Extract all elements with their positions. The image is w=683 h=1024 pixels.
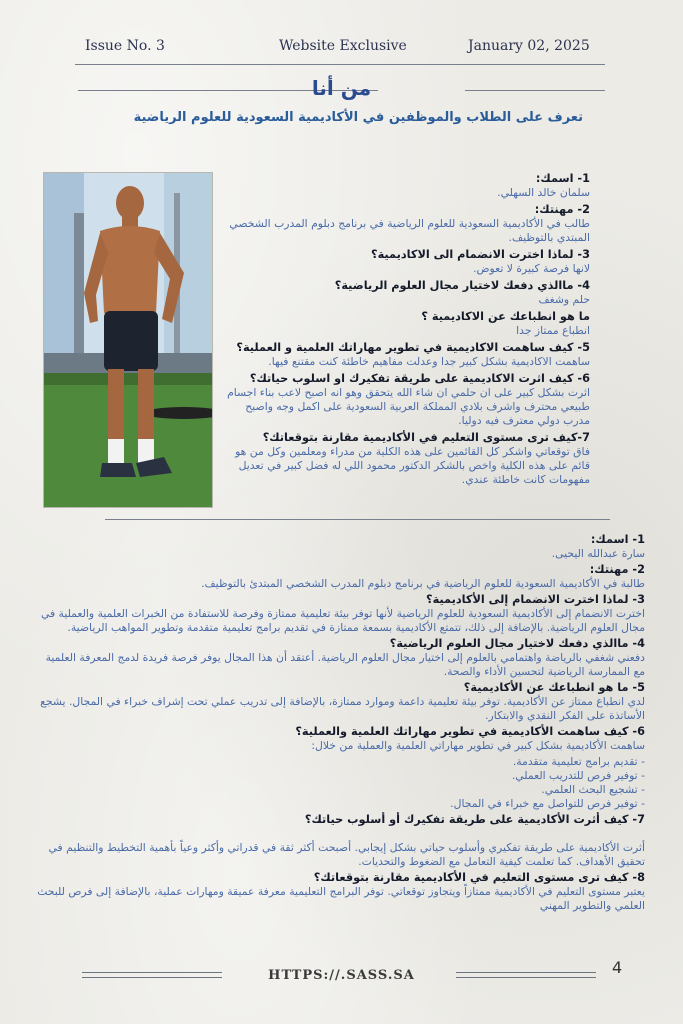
edition-label: Website Exclusive xyxy=(279,38,407,54)
qa-item xyxy=(220,310,590,338)
question: 8- كيف ترى مستوى التعليم في الأكاديمية مقارنة بتوقعاتك؟ xyxy=(313,871,645,884)
student-photo xyxy=(43,172,213,508)
answer: دفعني شغفي بالرياضة واهتمامي بالعلوم إلى اختيار مجال العلوم الرياضية. أعتقد أن هذا المجال يوفر فرصة فريدة لدمج المعرفة العلمية مع الممارسة الرياضية لتحسين الأداء والصحة. xyxy=(45,651,645,678)
answer: يعتبر مستوى التعليم في الأكاديمية ممتازاً ويتجاوز توقعاتي. توفر البرامج التعليمية معرفة عميقة ومهارات عملية، بالإضافة إلى فرص للبحث العلمي والتطوير المهني xyxy=(37,885,645,912)
question: 6- كيف ساهمت الأكاديمية في تطوير مهاراتك العلمية والعملية؟ xyxy=(295,725,645,738)
answer: طالب في الأكاديمية السعودية للعلوم الرياضية في برنامج دبلوم المدرب الشخصي المبتدي بالتوظيف. xyxy=(229,217,590,244)
answer: انطباع ممتاز جدا xyxy=(516,324,590,337)
qa-item xyxy=(220,341,590,369)
answer: لدي انطباع ممتاز عن الأكاديمية. توفر بيئة تعليمية داعمة وموارد ممتازة، بالإضافة إلى تدريب عملي تحت إشراف خبراء في المجال. يشجع الأساتذة على الفكر النقدي والابتكار. xyxy=(40,695,645,722)
page-number: 4 xyxy=(612,958,623,977)
answer: أثرت الأكاديمية على طريقة تفكيري وأسلوب حياتي بشكل إيجابي. أصبحت أكثر ثقة في قدراتي وأكثر وعياً بأهمية التخطيط والتنظيم في تحقيق الأهداف. كما تعلمت كيفية التعامل مع الضغوط والتحديات. xyxy=(48,841,645,868)
qa-item xyxy=(220,431,590,487)
question: 2- مهنتك: xyxy=(589,563,645,576)
answer: حلم وشغف xyxy=(538,293,590,306)
qa-item xyxy=(220,172,590,200)
answer: ساهمت الاكاديمية بشكل كبير جدا وعدلت مفاهيم خاطئة كنت مقتنع فيها. xyxy=(268,355,590,368)
qa-item xyxy=(220,248,590,276)
question: 2- مهنتك: xyxy=(534,203,590,216)
answer: اثرت بشكل كبير على ان حلمي ان شاء الله يتحقق وهو انه اصبح لاعب بناء اجسام طبيعي محترف واشرف بلادي المملكة العربية السعودية على اكمل وجه واصبح مدرب دولي معترف فيه دوليا. xyxy=(227,386,590,427)
question: 7-كيف ترى مستوى التعليم في الأكاديمية مقارنة بتوقعاتك؟ xyxy=(262,431,590,444)
qa-item xyxy=(220,279,590,307)
answer: فاق توقعاتي واشكر كل القائمين على هذه الكلية من مدراء ومعلمين وكل من هو قائم على هذه الكلية واخص بالشكر الدكتور محمود اللي له فضل كبير في تعديل مفهومات كانت خاطئة عندي. xyxy=(235,445,590,486)
page-subtitle: تعرف على الطلاب والموظفين في الأكاديمية السعودية للعلوم الرياضية xyxy=(133,110,583,125)
answer: سلمان خالد السهلي. xyxy=(497,186,590,199)
question: ما هو انطباعك عن الاكاديمية ؟ xyxy=(421,310,590,323)
footer-url-link[interactable]: HTTPS://.SASS.SA xyxy=(268,968,415,983)
question: 5- كيف ساهمت الاكاديمية في تطوير مهاراتك العلمية و العملية؟ xyxy=(236,341,590,354)
page-title: من أنا xyxy=(311,76,372,100)
question: 1- اسمك: xyxy=(535,172,590,185)
list-item: - توفير فرص للتدريب العملي. xyxy=(511,769,645,782)
answer: ساهمت الأكاديمية بشكل كبير في تطوير مهاراتي العلمية والعملية من خلال: xyxy=(311,739,645,752)
question: 7- كيف أثرت الأكاديمية على طريقة تفكيرك أو أسلوب حياتك؟ xyxy=(304,813,645,826)
question: 3- لماذا اخترت الانضمام الى الاكاديمية؟ xyxy=(371,248,590,261)
list-item: - تقديم برامج تعليمية متقدمة. xyxy=(512,755,645,768)
answer: سارة عبدالله اليحيى. xyxy=(551,547,645,560)
list-item: - تشجيع البحث العلمي. xyxy=(541,783,645,796)
qa-item xyxy=(220,203,590,245)
issue-date: January 02, 2025 xyxy=(468,38,590,54)
question: 1- اسمك: xyxy=(590,533,645,546)
answer: لانها فرصة كبيرة لا تعوض. xyxy=(473,262,590,275)
header-divider xyxy=(75,64,605,65)
interview-1 xyxy=(220,172,590,490)
question: 4- ماالذي دفعك لاختيار مجال العلوم الرياضية؟ xyxy=(334,279,590,292)
qa-item xyxy=(220,372,590,428)
question: 4- ماالذي دفعك لاختيار مجال العلوم الرياضية؟ xyxy=(389,637,645,650)
answer: اخترت الانضمام إلى الأكاديمية السعودية للعلوم الرياضية لأنها توفر بيئة تعليمية ممتازة وفرصة للاستفادة من الخبرات العلمية والعملية في مجال العلوم الرياضية. بالإضافة إلى ذلك، تتمتع الأكاديمية بسمعة ممتازة في تقديم برامج تعليمية متقدمة وتطوير المواهب الرياضية. xyxy=(40,607,645,634)
section-divider xyxy=(105,519,610,520)
answer: طالبة في الأكاديمية السعودية للعلوم الرياضية في برنامج دبلوم المدرب الشخصي المبتدئ بالتوظيف. xyxy=(201,577,645,590)
list-item: - توفير فرص للتواصل مع خبراء في المجال. xyxy=(450,797,645,810)
question: 5- ما هو انطباعك عن الأكاديمية؟ xyxy=(463,681,645,694)
question: 3- لماذا اخترت الانضمام إلى الأكاديمية؟ xyxy=(426,593,645,606)
question: 6- كيف اثرت الاكاديمية على طريقة تفكيرك او اسلوب حياتك؟ xyxy=(249,372,590,385)
issue-number: Issue No. 3 xyxy=(85,38,165,54)
interview-2 xyxy=(35,533,645,915)
